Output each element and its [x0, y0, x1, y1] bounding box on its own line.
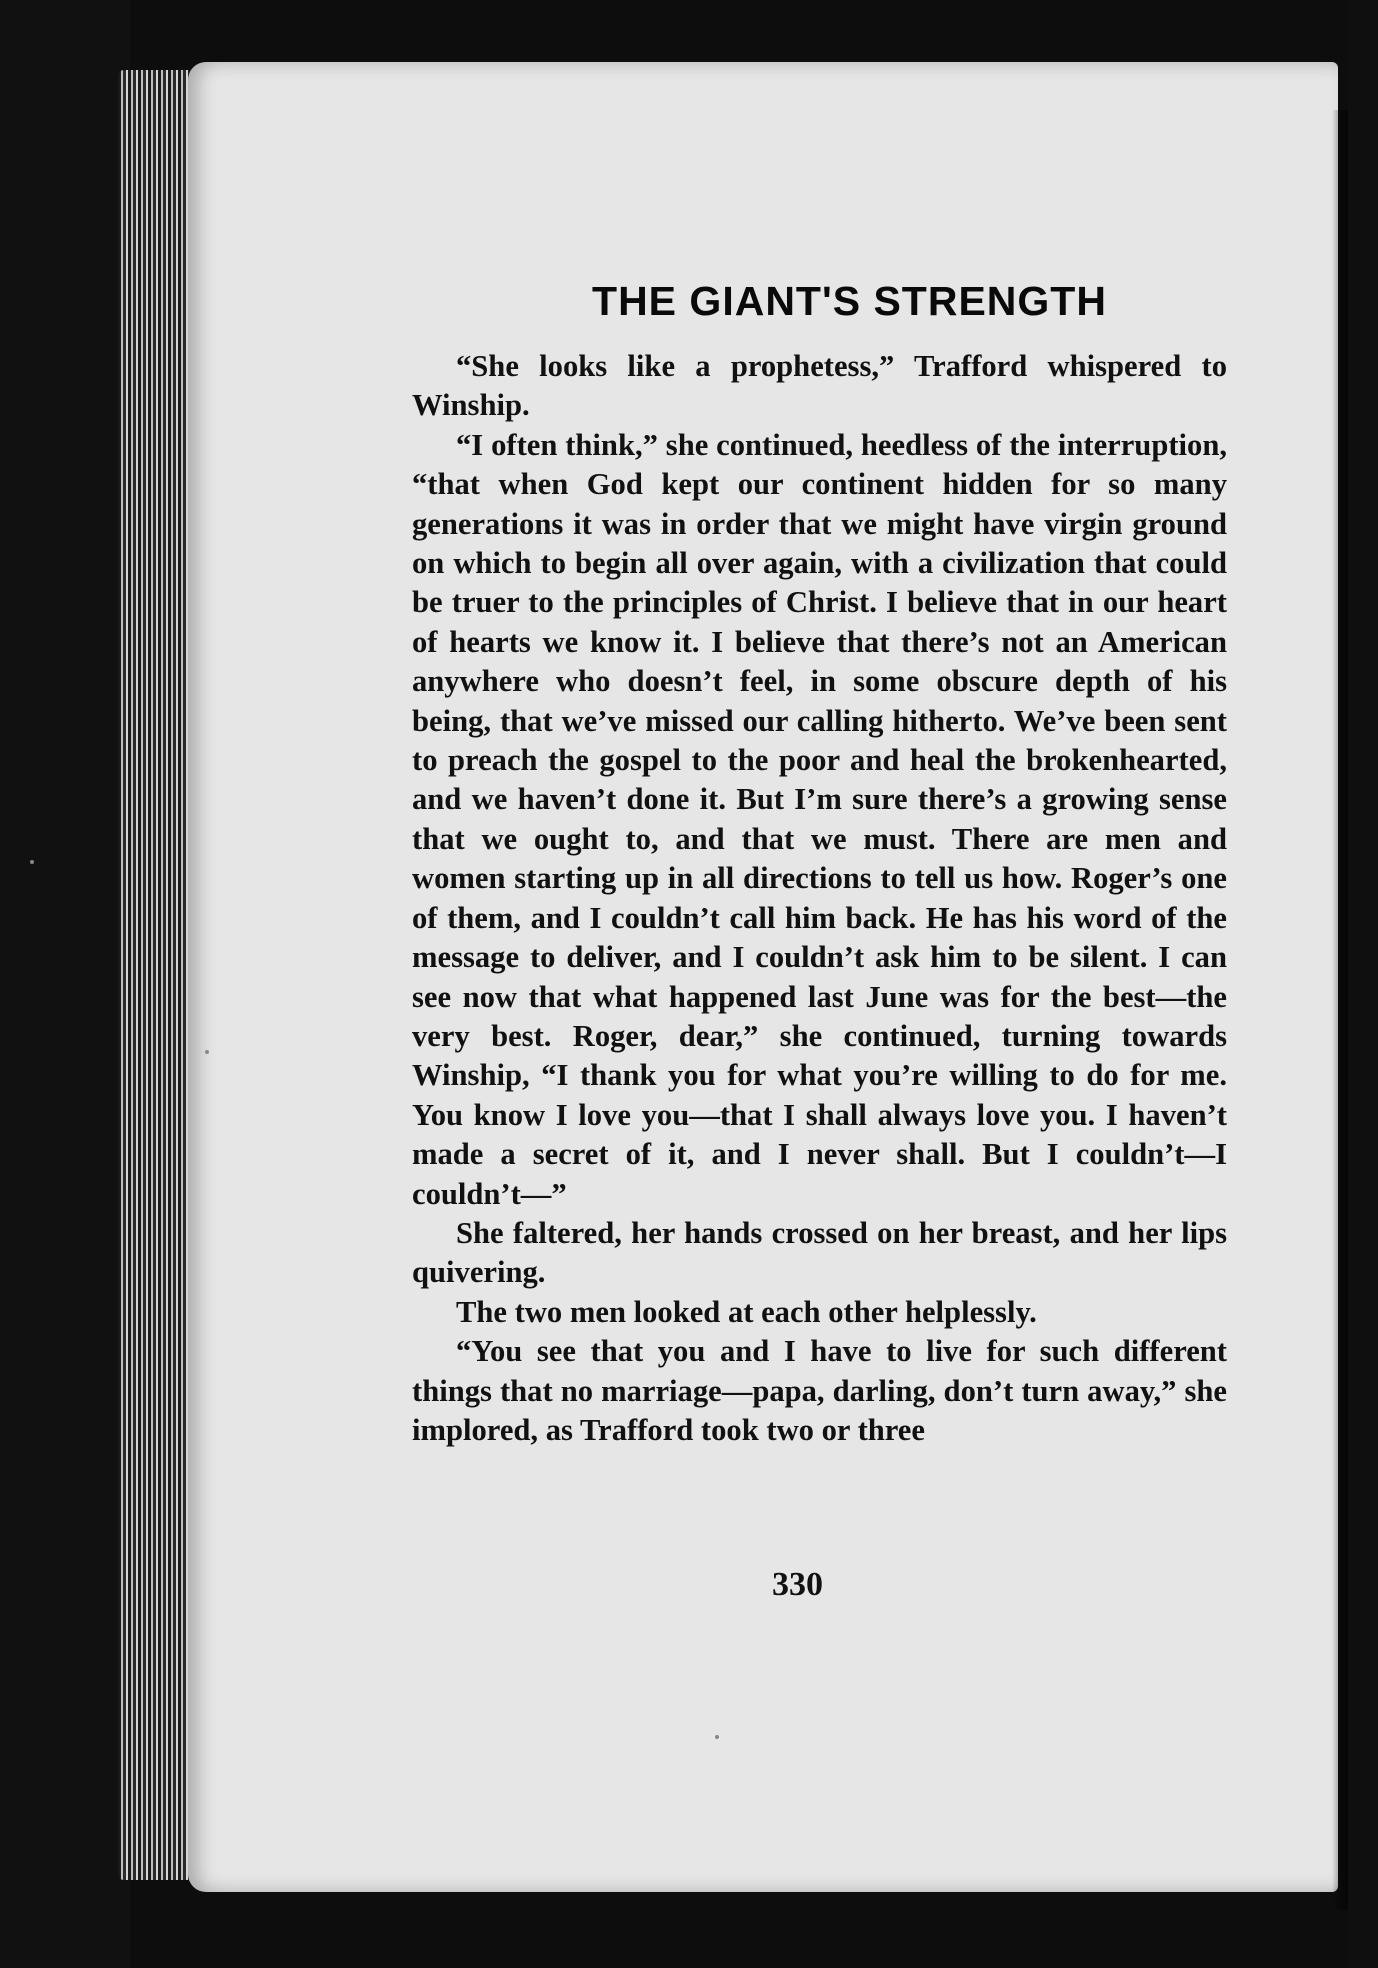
scan-speck: [205, 1050, 209, 1054]
scan-background: [0, 0, 130, 1968]
paragraph: “She looks like a prophetess,” Trafford whispered to Winship.: [412, 349, 1227, 423]
page-text-block: [412, 278, 1227, 1450]
paragraph: “I often think,” she continued, heedless of the interruption, “that when God kept our continent hidden for so many generations it was in order that we might have virgin ground on which to begin all over again, with a civilization that could be truer to the principles of Christ. I believe that in our heart of hearts we know it. I believe that there’s not an American anywhere who doesn’t feel, in some obscure depth of his being, that we’ve missed our calling hitherto. We’ve been sent to preach the gospel to the poor and heal the brokenhearted, and we haven’t done it. But I’m sure there’s a growing sense that we ought to, and that we must. There are men and women starting up in all directions to tell us how. Roger’s one of them, and I couldn’t call him back. He has his word of the message to deliver, and I couldn’t ask him to be silent. I can see now that what happened last June was for the best—the very best. Roger, dear,” she continued, turning towards Winship, “I thank you for what you’re willing to do for me. You know I love you—that I shall always love you. I haven’t made a secret of it, and I never shall. But I couldn’t—I couldn’t—”: [412, 427, 1227, 1211]
paragraph: “You see that you and I have to live for such different things that no marriage—papa, darling, don’t turn away,” she implored, as Trafford took two or three: [412, 1334, 1227, 1447]
paragraph: The two men looked at each other helplessly.: [456, 1294, 1037, 1329]
scan-speck: [30, 860, 34, 864]
scan-speck: [715, 1735, 719, 1739]
binding-gutter: [1348, 0, 1378, 1968]
book-page-edges: [118, 70, 198, 1880]
running-head: THE GIANT'S STRENGTH: [592, 278, 1107, 324]
page-number: 330: [772, 1566, 823, 1603]
gutter-shadow: [1332, 110, 1348, 1910]
paragraph: She faltered, her hands crossed on her breast, and her lips quivering.: [412, 1215, 1227, 1290]
